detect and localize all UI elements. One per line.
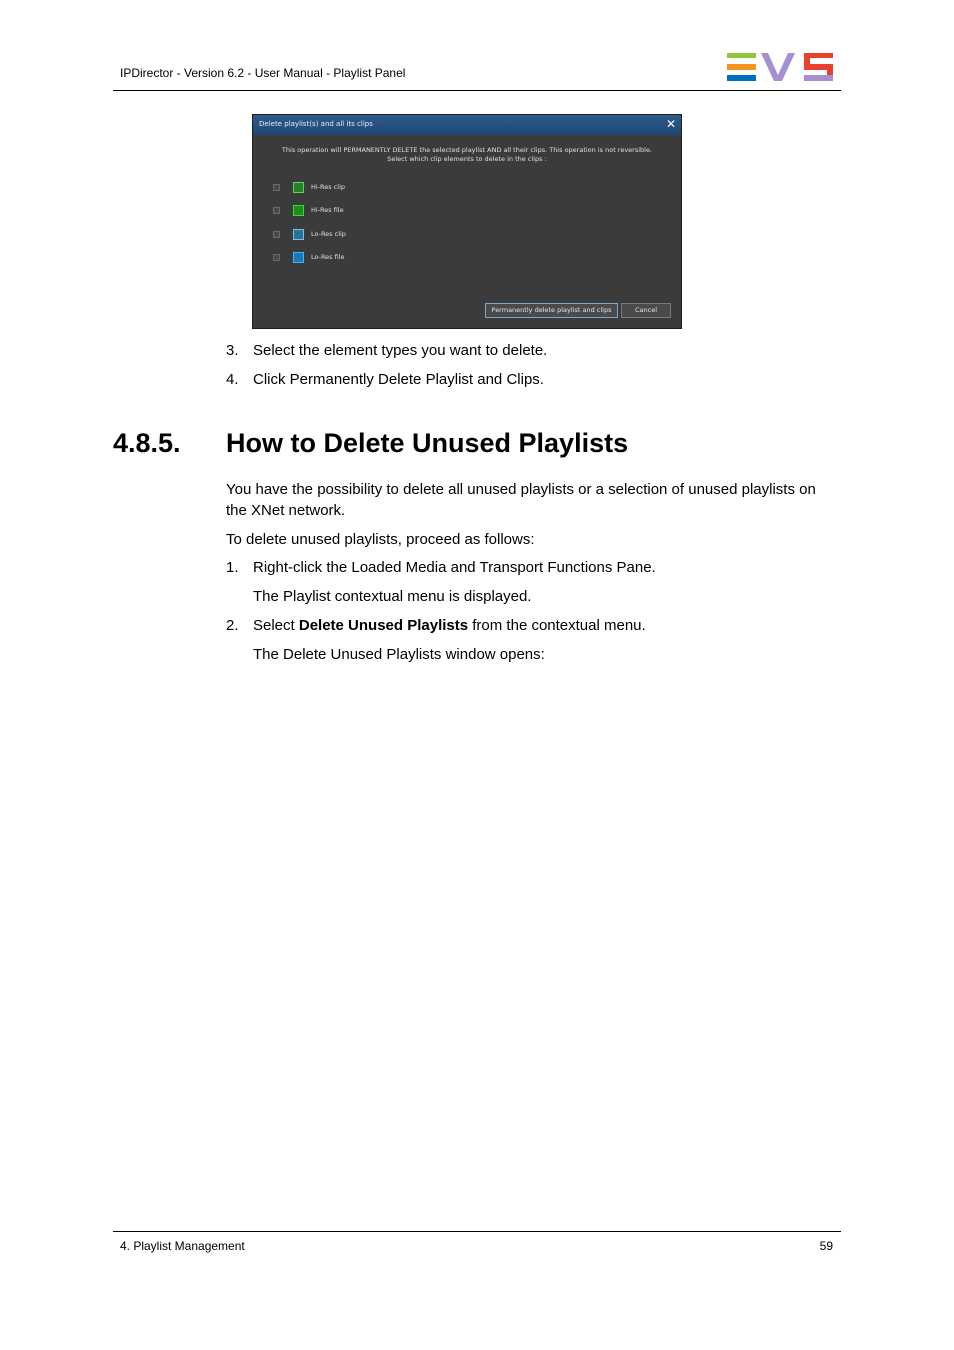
step-number: 1. [226, 559, 239, 576]
dialog-message [253, 146, 681, 164]
section-title: How to Delete Unused Playlists [226, 428, 629, 458]
step-result: The Delete Unused Playlists window opens: [253, 646, 545, 663]
hi-res-file-icon [293, 205, 304, 216]
step-text [253, 617, 646, 634]
option-label: Lo-Res file [311, 253, 345, 261]
step-text-pre: Select [253, 617, 299, 634]
option-lo-res-file[interactable] [273, 250, 345, 264]
section-number: 4.8.5. [113, 428, 181, 458]
lo-res-file-icon [293, 252, 304, 263]
dialog-message-line2: Select which clip elements to delete in the clips : [387, 155, 547, 163]
intro-line: the XNet network. [226, 502, 346, 519]
permanently-delete-button[interactable]: Permanently delete playlist and clips [485, 303, 618, 318]
step-text-post: from the contextual menu. [468, 617, 646, 634]
header-rule [113, 90, 841, 91]
intro-paragraph [226, 479, 840, 521]
hi-res-clip-icon [293, 182, 304, 193]
lead-paragraph: To delete unused playlists, proceed as follows: [226, 531, 535, 548]
delete-playlist-dialog [252, 114, 682, 329]
step-result: The Playlist contextual menu is displayed. [253, 588, 532, 605]
dialog-title-bar [253, 115, 681, 135]
evs-logo [727, 53, 833, 81]
footer-rule [113, 1231, 841, 1232]
footer-chapter: 4. Playlist Management [120, 1239, 245, 1253]
checkbox[interactable] [273, 207, 280, 214]
step-number: 3. [226, 342, 239, 359]
close-icon[interactable]: ✕ [665, 117, 677, 131]
cancel-button[interactable]: Cancel [621, 303, 671, 318]
checkbox[interactable] [273, 231, 280, 238]
option-hi-res-file[interactable] [273, 203, 344, 217]
step-text: Click Permanently Delete Playlist and Clips. [253, 371, 544, 388]
lo-res-clip-icon [293, 229, 304, 240]
step-number: 2. [226, 617, 239, 634]
intro-line: You have the possibility to delete all unused playlists or a selection of unused playlists on [226, 481, 816, 498]
step-text-bold: Delete Unused Playlists [298, 617, 469, 634]
step-text: Right-click the Loaded Media and Transport Functions Pane. [253, 559, 656, 576]
option-lo-res-clip[interactable] [273, 227, 346, 241]
dialog-title: Delete playlist(s) and all its clips [259, 120, 373, 128]
page-number: 59 [819, 1239, 833, 1253]
dialog-message-line1: This operation will PERMANENTLY DELETE the selected playlist AND all their clips. This operation is not reversible. [281, 146, 653, 154]
checkbox[interactable] [273, 254, 280, 261]
step-text: Select the element types you want to delete. [253, 342, 548, 359]
option-label: Hi-Res clip [311, 183, 346, 191]
option-label: Lo-Res clip [311, 230, 346, 238]
option-hi-res-clip[interactable] [273, 180, 345, 194]
header-title: IPDirector - Version 6.2 - User Manual - Playlist Panel [120, 66, 406, 80]
checkbox[interactable] [273, 184, 280, 191]
option-label: Hi-Res file [311, 206, 344, 214]
step-number: 4. [226, 371, 239, 388]
